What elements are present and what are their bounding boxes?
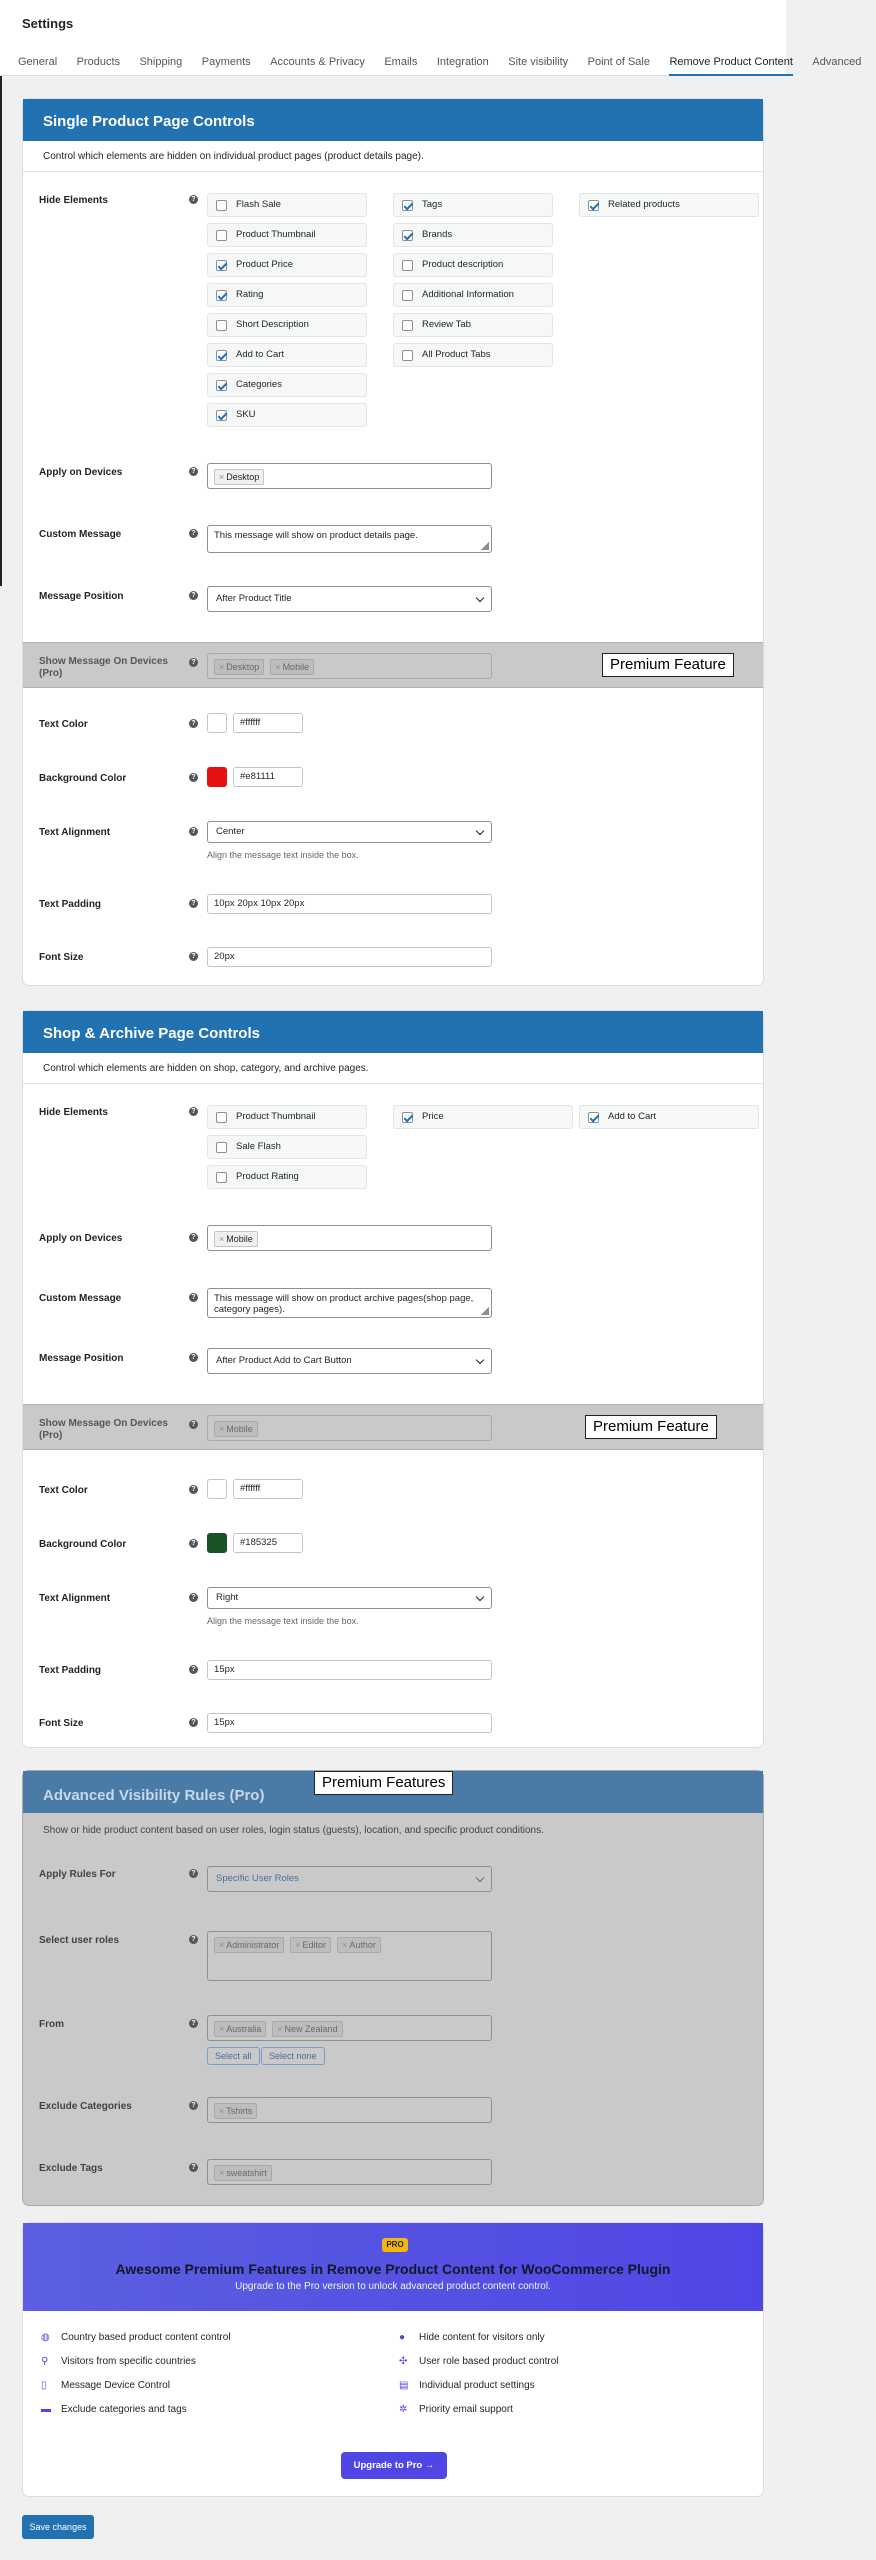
checkbox-box[interactable]	[216, 320, 227, 331]
text-padding-input[interactable]: 10px 20px 10px 20px	[207, 894, 492, 914]
help-icon[interactable]: ?	[189, 1485, 198, 1494]
chevron-down-icon	[476, 594, 484, 602]
text-color-input[interactable]: #ffffff	[233, 713, 303, 733]
checkbox-box-checked[interactable]	[216, 260, 227, 271]
message-position-select[interactable]: After Product Add to Cart Button	[207, 1348, 492, 1374]
feature-item: ▬ Exclude categories and tags	[41, 2404, 187, 2415]
device-chip[interactable]: × Desktop	[214, 469, 264, 485]
card-description: Show or hide product content based on user roles, login status (guests), location, and specific product conditions.	[43, 1825, 544, 1836]
help-icon[interactable]: ?	[189, 1353, 198, 1362]
help-icon[interactable]: ?	[189, 529, 198, 538]
field-label: Hide Elements	[39, 1107, 108, 1118]
checkbox-box[interactable]	[216, 1172, 227, 1183]
field-label: Hide Elements	[39, 195, 108, 206]
feature-item: ⚲ Visitors from specific countries	[41, 2356, 196, 2367]
checkbox-product-price[interactable]: Product Price	[207, 253, 367, 277]
premium-devices-select	[207, 1415, 492, 1441]
role-chip: × Author	[337, 1937, 381, 1953]
font-size-input[interactable]: 20px	[207, 947, 492, 967]
field-label: Exclude Categories	[39, 2101, 132, 2112]
field-label: Text Alignment	[39, 827, 111, 838]
checkbox-box-checked[interactable]	[216, 380, 227, 391]
users-icon: ✣	[399, 2356, 408, 2367]
field-label: Custom Message	[39, 529, 122, 540]
tab-shipping[interactable]: Shipping	[139, 56, 183, 68]
field-label: Message Position	[39, 1353, 124, 1364]
checkbox-review-tab[interactable]: Review Tab	[393, 313, 553, 337]
user-roles-select	[207, 1931, 492, 1981]
checkbox-box-checked[interactable]	[402, 1112, 413, 1123]
premium-devices-band	[23, 642, 763, 688]
help-icon[interactable]: ?	[189, 1233, 198, 1242]
chevron-down-icon	[476, 827, 484, 835]
tab-integration[interactable]: Integration	[436, 56, 489, 68]
admin-menu-edge	[0, 76, 2, 586]
help-icon: ?	[189, 1420, 198, 1429]
bg-color-swatch[interactable]	[207, 767, 227, 787]
text-color-input[interactable]: #ffffff	[233, 1479, 303, 1499]
card-description: Control which elements are hidden on shop, category, and archive pages.	[43, 1063, 369, 1074]
role-chip: × Administrator	[214, 1937, 284, 1953]
tab-accounts-privacy[interactable]: Accounts & Privacy	[270, 56, 365, 68]
text-padding-input[interactable]: 15px	[207, 1660, 492, 1680]
exclude-tags-select	[207, 2159, 492, 2185]
countries-select	[207, 2015, 492, 2041]
font-size-input[interactable]: 15px	[207, 1713, 492, 1733]
help-icon[interactable]: ?	[189, 1293, 198, 1302]
text-color-swatch[interactable]	[207, 713, 227, 733]
card-title: Single Product Page Controls	[23, 99, 763, 141]
remove-icon[interactable]: ×	[219, 1234, 225, 1244]
field-label: Text Color	[39, 1485, 88, 1496]
field-label: Apply on Devices	[39, 467, 123, 478]
help-icon[interactable]: ?	[189, 1107, 198, 1116]
chevron-down-icon	[476, 1356, 484, 1364]
promo-subtitle: Upgrade to the Pro version to unlock advanced product content control.	[235, 2281, 551, 2292]
device-chip: × Mobile	[270, 659, 314, 675]
tab-point-of-sale[interactable]: Point of Sale	[587, 56, 650, 68]
chevron-down-icon	[476, 1874, 484, 1882]
checkbox-box-checked[interactable]	[588, 200, 599, 211]
field-label: Text Alignment	[39, 1593, 111, 1604]
promo-header	[23, 2223, 763, 2311]
device-chip[interactable]: × Mobile	[214, 1231, 258, 1247]
field-label: Font Size	[39, 952, 84, 963]
help-icon[interactable]: ?	[189, 899, 198, 908]
advanced-visibility-card	[22, 1770, 764, 2206]
globe-icon: ◍	[41, 2332, 50, 2343]
help-icon[interactable]: ?	[189, 467, 198, 476]
checkbox-tags[interactable]: Tags	[393, 193, 553, 217]
text-alignment-select[interactable]: Center	[207, 821, 492, 843]
tab-emails[interactable]: Emails	[384, 56, 418, 68]
country-chip: × New Zealand	[272, 2021, 342, 2037]
field-label: Show Message On Devices (Pro)	[39, 1418, 168, 1441]
shop-archive-card	[22, 1010, 764, 1748]
field-label: Message Position	[39, 591, 124, 602]
checkbox-short-description[interactable]: Short Description	[207, 313, 367, 337]
checkbox-product-thumbnail[interactable]: Product Thumbnail	[207, 1105, 367, 1129]
checkbox-rating[interactable]: Rating	[207, 283, 367, 307]
checkbox-sku[interactable]: SKU	[207, 403, 367, 427]
select-all-button: Select all	[207, 2047, 260, 2065]
field-label: Apply on Devices	[39, 1233, 123, 1244]
field-label: Show Message On Devices (Pro)	[39, 656, 168, 679]
premium-feature-badge: Premium Feature	[585, 1415, 717, 1439]
help-icon[interactable]: ?	[189, 719, 198, 728]
remove-icon[interactable]: ×	[219, 472, 225, 482]
card-title: Advanced Visibility Rules (Pro)	[23, 1771, 763, 1813]
user-icon: ●	[399, 2332, 406, 2343]
settings-list-icon: ▤	[399, 2380, 409, 2391]
help-icon[interactable]: ?	[189, 1718, 198, 1727]
country-chip: × Australia	[214, 2021, 266, 2037]
card-title: Shop & Archive Page Controls	[23, 1011, 763, 1053]
premium-devices-band	[23, 1404, 763, 1450]
help-icon[interactable]: ?	[189, 1665, 198, 1674]
field-label: Background Color	[39, 773, 127, 784]
field-label: From	[39, 2019, 64, 2030]
help-icon: ?	[189, 658, 198, 667]
custom-message-textarea[interactable]: This message will show on product archive pages(shop page, category pages).	[207, 1288, 492, 1318]
custom-message-textarea[interactable]: This message will show on product details page.	[207, 525, 492, 553]
premium-feature-badge: Premium Feature	[602, 653, 734, 677]
bg-color-input[interactable]: #e81111	[233, 767, 303, 787]
settings-tabs	[18, 52, 876, 72]
feature-item: ▤ Individual product settings	[399, 2380, 535, 2391]
help-icon: ?	[189, 1869, 198, 1878]
bg-color-input[interactable]: #185325	[233, 1533, 303, 1553]
support-icon: ✲	[399, 2404, 408, 2415]
help-icon[interactable]: ?	[189, 1593, 198, 1602]
checkbox-box[interactable]	[402, 350, 413, 361]
tab-products[interactable]: Products	[76, 56, 121, 68]
help-icon[interactable]: ?	[189, 1539, 198, 1548]
pro-badge: PRO	[382, 2238, 408, 2252]
feature-item: ◍ Country based product content control	[41, 2332, 231, 2343]
field-label: Font Size	[39, 1718, 84, 1729]
device-chip: × Mobile	[214, 1421, 258, 1437]
checkbox-box[interactable]	[216, 1142, 227, 1153]
feature-item: ✣ User role based product control	[399, 2356, 559, 2367]
checkbox-box-checked[interactable]	[402, 200, 413, 211]
devices-select[interactable]	[207, 1225, 492, 1251]
field-label: Exclude Tags	[39, 2163, 103, 2174]
text-color-swatch[interactable]	[207, 1479, 227, 1499]
tab-advanced[interactable]: Advanced	[812, 56, 862, 68]
help-icon: ?	[189, 2163, 198, 2172]
bg-color-swatch[interactable]	[207, 1533, 227, 1553]
checkbox-additional-information[interactable]: Additional Information	[393, 283, 553, 307]
feature-item: ● Hide content for visitors only	[399, 2332, 545, 2343]
help-icon: ?	[189, 2019, 198, 2028]
checkbox-box-checked[interactable]	[216, 350, 227, 361]
location-pin-icon: ⚲	[41, 2356, 49, 2367]
field-label: Text Color	[39, 719, 88, 730]
field-label: Text Padding	[39, 899, 102, 910]
checkbox-product-description[interactable]: Product description	[393, 253, 553, 277]
save-changes-button[interactable]: Save changes	[22, 2515, 94, 2539]
page-title: Settings	[22, 16, 74, 31]
field-label: Custom Message	[39, 1293, 122, 1304]
checkbox-flash-sale[interactable]: Flash Sale	[207, 193, 367, 217]
text-alignment-select[interactable]: Right	[207, 1587, 492, 1609]
devices-select[interactable]	[207, 463, 492, 489]
checkbox-box[interactable]	[402, 290, 413, 301]
help-icon[interactable]: ?	[189, 591, 198, 600]
checkbox-box-checked[interactable]	[402, 230, 413, 241]
resize-handle[interactable]	[481, 1307, 489, 1315]
help-icon[interactable]: ?	[189, 952, 198, 961]
tab-payments[interactable]: Payments	[201, 56, 251, 68]
device-chip: × Desktop	[214, 659, 264, 675]
checkbox-brands[interactable]: Brands	[393, 223, 553, 247]
divider	[23, 171, 763, 172]
premium-features-badge: Premium Features	[314, 1771, 453, 1795]
checkbox-box-checked[interactable]	[216, 410, 227, 421]
apply-rules-select: Specific User Roles	[207, 1866, 492, 1892]
role-chip: × Editor	[290, 1937, 331, 1953]
checkbox-box-checked[interactable]	[216, 290, 227, 301]
category-chip: × Tshirts	[214, 2103, 257, 2119]
upgrade-to-pro-button[interactable]: Upgrade to Pro →	[341, 2452, 447, 2479]
checkbox-box[interactable]	[216, 230, 227, 241]
checkbox-add-to-cart[interactable]: Add to Cart	[207, 343, 367, 367]
help-icon[interactable]: ?	[189, 827, 198, 836]
chevron-down-icon	[476, 1593, 484, 1601]
checkbox-sale-flash[interactable]: Sale Flash	[207, 1135, 367, 1159]
help-icon: ?	[189, 1935, 198, 1944]
checkbox-related-products[interactable]: Related products	[579, 193, 759, 217]
feature-item: ✲ Priority email support	[399, 2404, 513, 2415]
tag-chip: × sweatshirt	[214, 2165, 272, 2181]
promo-title: Awesome Premium Features in Remove Product Content for WooCommerce Plugin	[115, 2261, 671, 2277]
single-product-card	[22, 98, 764, 986]
field-label: Apply Rules For	[39, 1869, 116, 1880]
exclude-categories-select	[207, 2097, 492, 2123]
premium-promo-card	[22, 2222, 764, 2497]
field-hint: Align the message text inside the box.	[207, 850, 359, 860]
checkbox-box[interactable]	[402, 320, 413, 331]
checkbox-box-checked[interactable]	[588, 1112, 599, 1123]
checkbox-price[interactable]: Price	[393, 1105, 573, 1129]
mobile-icon: ▯	[41, 2380, 47, 2391]
field-label: Background Color	[39, 1539, 127, 1550]
tab-remove-product-content[interactable]: Remove Product Content	[669, 56, 793, 76]
help-icon[interactable]: ?	[189, 773, 198, 782]
checkbox-box[interactable]	[402, 260, 413, 271]
select-none-button: Select none	[261, 2047, 325, 2065]
checkbox-add-to-cart[interactable]: Add to Cart	[579, 1105, 759, 1129]
divider	[23, 1083, 763, 1084]
card-description: Control which elements are hidden on individual product pages (product details page).	[43, 151, 424, 162]
folder-icon: ▬	[41, 2404, 51, 2415]
feature-item: ▯ Message Device Control	[41, 2380, 170, 2391]
field-label: Text Padding	[39, 1665, 102, 1676]
checkbox-product-rating[interactable]: Product Rating	[207, 1165, 367, 1189]
settings-header	[0, 0, 862, 76]
checkbox-all-product-tabs[interactable]: All Product Tabs	[393, 343, 553, 367]
checkbox-product-thumbnail[interactable]: Product Thumbnail	[207, 223, 367, 247]
checkbox-categories[interactable]: Categories	[207, 373, 367, 397]
premium-devices-select	[207, 653, 492, 679]
tab-site-visibility[interactable]: Site visibility	[508, 56, 569, 68]
help-icon: ?	[189, 2101, 198, 2110]
resize-handle[interactable]	[481, 542, 489, 550]
checkbox-box[interactable]	[216, 1112, 227, 1123]
help-icon[interactable]: ?	[189, 195, 198, 204]
message-position-select[interactable]: After Product Title	[207, 586, 492, 612]
field-hint: Align the message text inside the box.	[207, 1616, 359, 1626]
tab-general[interactable]: General	[18, 56, 58, 68]
field-label: Select user roles	[39, 1935, 120, 1946]
checkbox-box[interactable]	[216, 200, 227, 211]
